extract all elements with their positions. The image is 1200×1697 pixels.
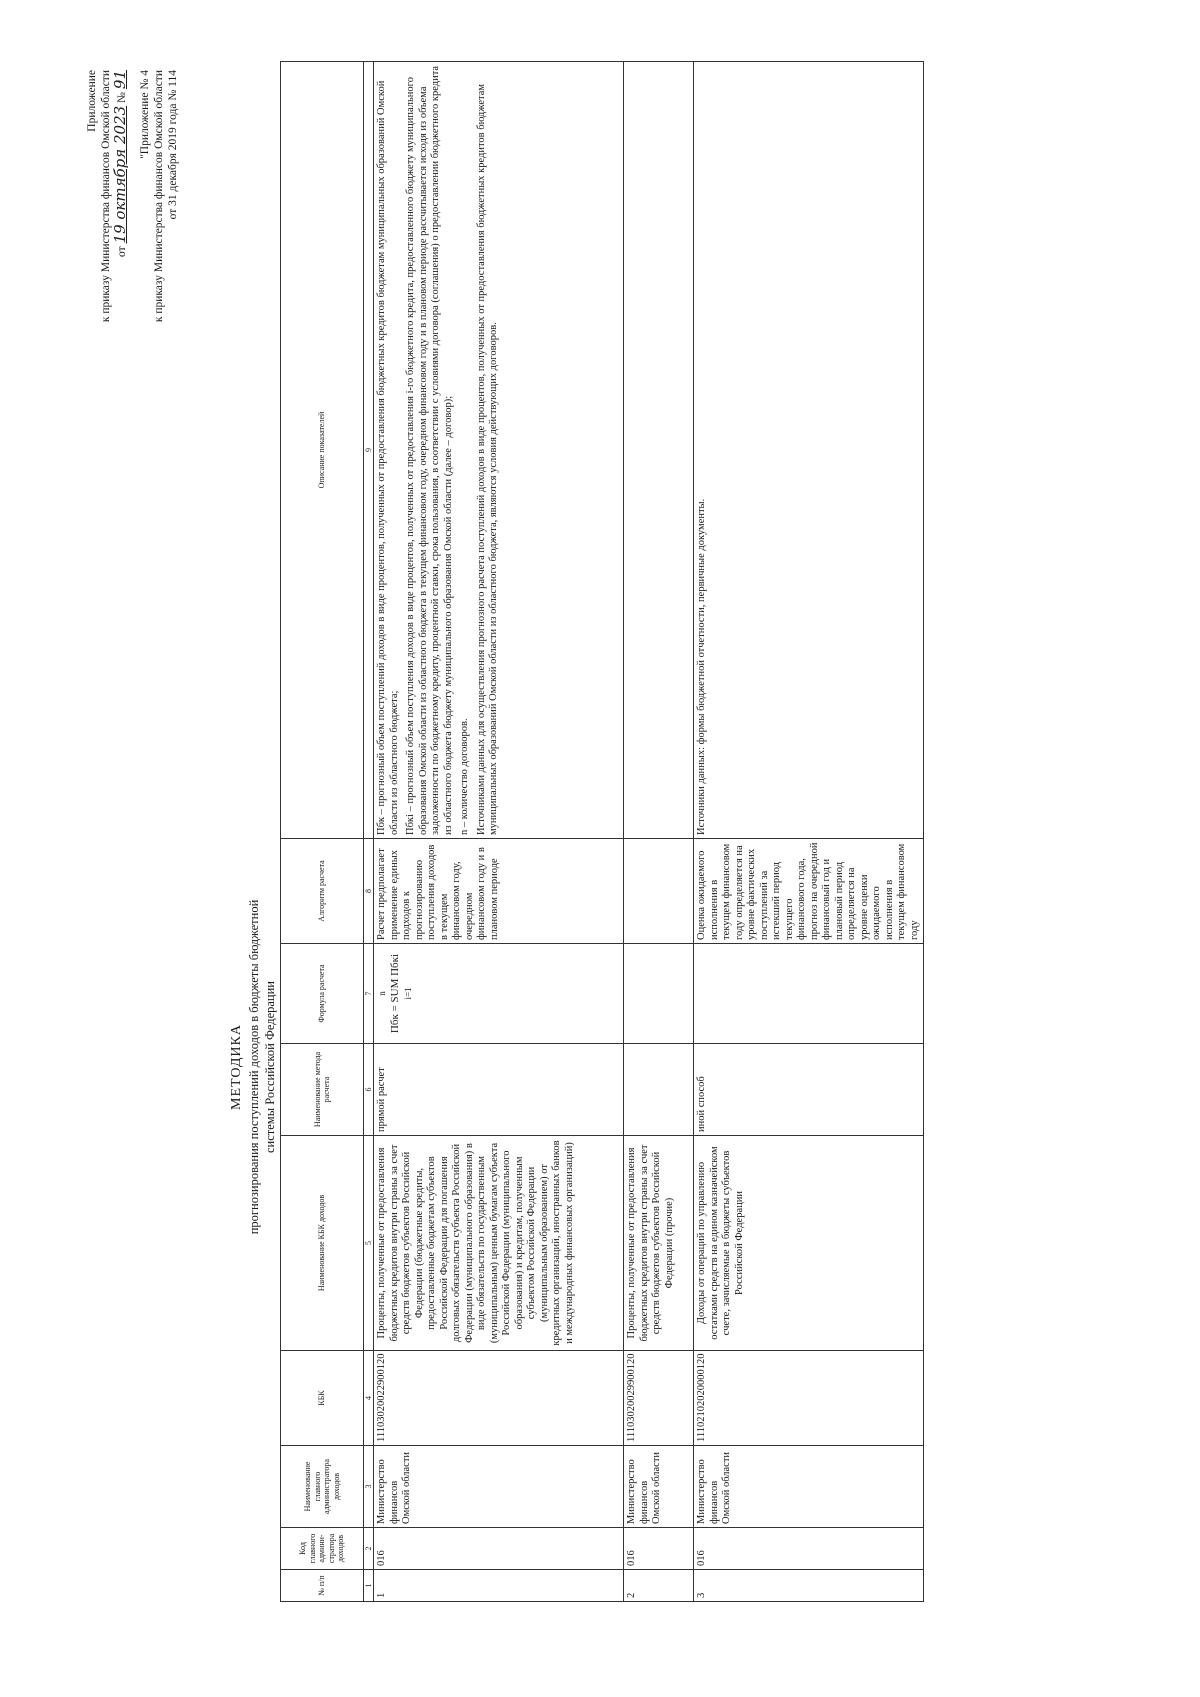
formula-lower-limit: i=1 <box>403 987 413 1000</box>
calc-algorithm: Оценка ожидаемого исполнения в текущем финансовом году определяется на уровне фактических поступлений за истекший период текущего финансового года, прогноз на очередной финансовый год и плановый период определяется на уровне оценки ожидаемого исполнения в текущем финансовом году <box>694 839 924 944</box>
calc-method: иной способ <box>694 1044 924 1136</box>
indicator-description: Источники данных: формы бюджетной отчетности, первичные документы. <box>694 62 924 839</box>
kbk-code: 11103020022900120 <box>374 1351 624 1446</box>
kbk-name: Доходы от операций по управлению остатками средств на едином казначейском счете, зачисляемые в бюджеты субъектов Российской Федерации <box>694 1136 924 1351</box>
column-number-row <box>364 62 374 1602</box>
kbk-name: Проценты, полученные от предоставления бюджетных кредитов внутри страны за счет средств бюджетов субъектов Российской Федерации (прочие) <box>624 1136 694 1351</box>
kbk-code: 11103020029900120 <box>624 1351 694 1446</box>
column-number: 8 <box>364 839 374 944</box>
calc-algorithm: Расчет предполагает применение единых подходов к прогнозированию поступления доходов в текущем финансовом году, очередном финансовом году и в плановом периоде <box>374 839 624 944</box>
column-header: Описание показателей <box>281 62 364 839</box>
approval-stamp <box>85 70 180 590</box>
table-row <box>374 62 624 1602</box>
column-number: 9 <box>364 62 374 839</box>
admin-name: Министерство финансов Омской области <box>374 1446 624 1528</box>
methodology-table <box>280 61 924 1602</box>
column-header: Наименование метода расчета <box>281 1044 364 1136</box>
document-title: МЕТОДИКА <box>229 1024 244 1110</box>
approval-line: "Приложение № 4 <box>139 70 151 159</box>
admin-code: 016 <box>374 1528 624 1570</box>
approval-date-line <box>113 70 129 590</box>
column-number: 6 <box>364 1044 374 1136</box>
row-number: 2 <box>624 1570 694 1602</box>
approval-line: Приложение <box>86 70 98 132</box>
header-row <box>281 62 364 1602</box>
column-header: Алгоритм расчета <box>281 839 364 944</box>
handwritten-number: 91 <box>111 70 129 90</box>
table-row <box>624 62 694 1602</box>
kbk-code: 11102102020000120 <box>694 1351 924 1446</box>
column-header: Наименование главного администратора доходов <box>281 1446 364 1528</box>
calc-method: прямой расчет <box>374 1044 624 1136</box>
calc-formula <box>624 944 694 1044</box>
column-number: 7 <box>364 944 374 1044</box>
column-header: № п/п <box>281 1570 364 1602</box>
formula-upper-limit: n <box>377 991 387 996</box>
document-subtitle: системы Российской Федерации <box>263 981 277 1153</box>
column-number: 5 <box>364 1136 374 1351</box>
table-row <box>694 62 924 1602</box>
description-paragraph: Пбкi – прогнозный объем поступления доходов в виде процентов, полученных от предоставления i-го бюджетного кредита, предоставленного бюджету муниципального образования Омской области из областного бюджета в текущем финансовом году, очередном финансовом году и в плановом периоде рассчитывается исходя из объема задолженности по бюджетному кредиту, процентной ставки, срока пользования, в соответствии с условиями договора (соглашения) о предоставлении бюджетного кредита из областного бюджета бюджету муниципального образования Омской области (далее – договор); <box>405 65 454 835</box>
admin-name: Министерство финансов Омской области <box>694 1446 924 1528</box>
column-header: КБК <box>281 1351 364 1446</box>
column-header: Наименование КБК доходов <box>281 1136 364 1351</box>
description-paragraph: n – количество договоров. <box>459 718 470 835</box>
column-header: Код главного админи-стратора доходов <box>281 1528 364 1570</box>
column-number: 4 <box>364 1351 374 1446</box>
description-paragraph: Пбк – прогнозный объем поступлений доходов в виде процентов, полученных от предоставления бюджетных кредитов бюджетам муниципальных образований Омской области из областного бюджета; <box>376 80 400 835</box>
calc-algorithm <box>624 839 694 944</box>
row-number: 3 <box>694 1570 924 1602</box>
calc-formula <box>694 944 924 1044</box>
approval-number-label: № <box>116 91 128 103</box>
description-paragraph: Источниками данных для осуществления прогнозного расчета поступлений доходов в виде процентов, полученных от предоставления бюджетных кредитов бюджетам муниципальных образований Омской области из областного бюджета, являются условия действующих договоров. <box>475 83 499 835</box>
admin-name: Министерство финансов Омской области <box>624 1446 694 1528</box>
calc-formula <box>374 944 624 1044</box>
handwritten-date: 19 октября 2023 <box>111 105 129 244</box>
kbk-name: Проценты, полученные от предоставления бюджетных кредитов внутри страны за счет средств бюджетов субъектов Российской Федерации (бюджетные кредиты, предоставленные бюджетам субъектов Российской Федерации для погашения долговых обязательств субъекта Российской Федерации (муниципального образования) в виде обязательств по государственным (муниципальным) ценным бумагам субъекта Российской Федерации (муниципального образования) и кредитам, полученным субъектом Российской Федерации (муниципальным образованием) от кредитных организаций, иностранных банков и международных финансовых организаций) <box>374 1136 624 1351</box>
admin-code: 016 <box>624 1528 694 1570</box>
approval-line: к приказу Министерства финансов Омской области <box>100 70 112 323</box>
calc-method <box>624 1044 694 1136</box>
indicator-description <box>374 62 624 839</box>
formula-expression: Пбк = SUM Пбкi <box>389 953 401 1034</box>
column-number: 1 <box>364 1570 374 1602</box>
column-number: 3 <box>364 1446 374 1528</box>
approval-line: от 31 декабря 2019 года № 114 <box>167 70 179 220</box>
indicator-description <box>624 62 694 839</box>
document-subtitle: прогнозирования поступлений доходов в бюджеты бюджетной <box>247 899 261 1235</box>
column-number: 2 <box>364 1528 374 1570</box>
admin-code: 016 <box>694 1528 924 1570</box>
row-number: 1 <box>374 1570 624 1602</box>
approval-line: к приказу Министерства финансов Омской области <box>153 70 165 323</box>
document-heading <box>228 667 278 1467</box>
approval-from-label: от <box>116 246 128 257</box>
column-header: Формула расчета <box>281 944 364 1044</box>
